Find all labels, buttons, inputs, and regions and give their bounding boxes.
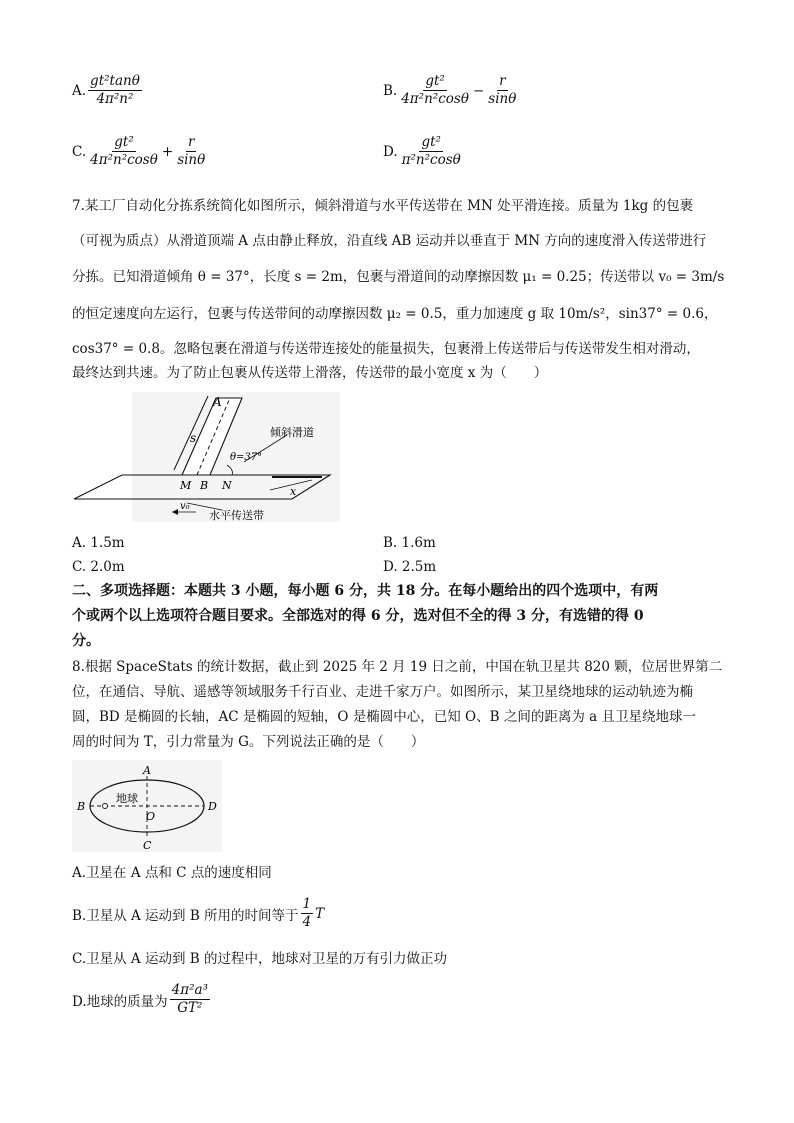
label-theta: θ=37°	[230, 452, 263, 463]
option-text-t: T	[315, 905, 325, 922]
fraction	[88, 135, 160, 168]
operator: +	[161, 143, 174, 160]
label-c: C	[143, 839, 152, 852]
section2-line-3: 分。	[72, 633, 100, 649]
q8-line-1: 8.根据 SpaceStats 的统计数据，截止到 2025 年 2 月 19 日之前，中国在轨卫星共 820 颗，位居世界第二	[72, 659, 723, 675]
label-x: x	[290, 485, 297, 498]
q8-line-2: 位，在通信、导航、遥感等领域服务千行百业、走进千家万户。如图所示，某卫星绕地球的运动轨迹为椭	[72, 684, 693, 700]
q7-line-6: 最终达到共速。为了防止包裹从传送带上滑落，传送带的最小宽度 x 为（ ）	[72, 365, 548, 381]
label-chute: 倾斜滑道	[270, 426, 314, 439]
option-label: A.	[72, 82, 87, 99]
numerator: gt²	[114, 134, 134, 150]
denominator: GT²	[177, 1000, 203, 1016]
section2-line-2: 个或两个以上选项符合题目要求。全部选对的得 6 分，选对但不全的得 3 分，有选错的得 0	[72, 608, 644, 624]
denominator: 4	[302, 914, 312, 930]
label-b: B	[200, 479, 209, 492]
q8-option-b	[72, 897, 324, 930]
q6-option-c	[72, 135, 209, 168]
option-text: D.地球的质量为	[72, 993, 168, 1010]
fraction	[175, 135, 207, 168]
numerator: gt²	[425, 73, 445, 89]
denominator: sinθ	[488, 91, 517, 107]
denominator: sinθ	[177, 152, 206, 168]
denominator: π²n²cosθ	[401, 152, 461, 168]
label-n: N	[222, 479, 232, 492]
section2-line-1: 二、多项选择题：本题共 3 小题，每小题 6 分，共 18 分。在每小题给出的四个选项中，有两	[72, 583, 659, 599]
q7-line-4: 的恒定速度向左运行，包裹与传送带间的动摩擦因数 μ₂ = 0.5，重力加速度 g 取 10m/s²，sin37° = 0.6，	[72, 306, 718, 322]
fraction	[301, 897, 314, 930]
label-a: A	[143, 764, 151, 777]
denominator: 4π²n²	[96, 91, 134, 107]
q7-line-3: 分拣。已知滑道倾角 θ = 37°，长度 s = 2m，包裹与滑道间的动摩擦因数 μ₁ = 0.25；传送带以 v₀ = 3m/s	[72, 269, 725, 285]
numerator: gt²tanθ	[90, 73, 140, 89]
denominator: 4π²n²cosθ	[90, 152, 158, 168]
label-belt: 水平传送带	[209, 509, 264, 522]
q6-option-a	[72, 74, 144, 107]
fraction	[486, 74, 518, 107]
q7-line-2: （可视为质点）从滑道顶端 A 点由静止释放，沿直线 AB 运动并以垂直于 MN 方向的速度滑入传送带进行	[72, 233, 707, 249]
q6-option-b	[383, 74, 520, 107]
q7-line-5: cos37° = 0.8。忽略包裹在滑道与传送带连接处的能量损失，包裹滑上传送带后与传送带发生相对滑动，	[72, 341, 700, 357]
q8-line-3: 圆，BD 是椭圆的长轴，AC 是椭圆的短轴，O 是椭圆中心，已知 O、B 之间的距离为 a 且卫星绕地球一	[72, 709, 696, 725]
q8-figure	[72, 760, 222, 852]
q8-option-c: C.卫星从 A 运动到 B 的过程中，地球对卫星的万有引力做正功	[72, 951, 447, 967]
fraction	[88, 74, 142, 107]
earth-icon	[103, 804, 108, 809]
label-o: O	[146, 810, 156, 823]
option-label: B.	[383, 82, 398, 99]
q6-option-d	[383, 135, 465, 168]
q7-option-d: D. 2.5m	[383, 559, 437, 575]
operator: −	[472, 82, 485, 99]
label-v0: v₀	[180, 501, 190, 512]
q8-option-a: A.卫星在 A 点和 C 点的速度相同	[72, 865, 272, 881]
numerator: gt²	[421, 134, 441, 150]
option-label: C.	[72, 143, 87, 160]
numerator: 4π²a³	[171, 982, 208, 998]
numerator: r	[187, 134, 195, 150]
q7-option-b: B. 1.6m	[383, 535, 436, 551]
label-b: B	[77, 800, 86, 813]
q8-line-4: 周的时间为 T，引力常量为 G。下列说法正确的是（ ）	[72, 734, 425, 750]
label-earth: 地球	[116, 792, 138, 805]
label-a: A	[213, 395, 222, 409]
label-m: M	[180, 479, 192, 492]
q8-option-d	[72, 983, 212, 1016]
option-label: D.	[383, 143, 398, 160]
fraction	[170, 983, 210, 1016]
label-s: s	[190, 431, 197, 445]
q7-option-c: C. 2.0m	[72, 559, 125, 575]
fraction	[399, 74, 471, 107]
q7-figure	[72, 392, 340, 522]
q7-option-a: A. 1.5m	[72, 535, 125, 551]
numerator: r	[499, 73, 506, 89]
option-text: B.卫星从 A 运动到 B 所用的时间等于	[72, 907, 299, 924]
label-d: D	[208, 800, 217, 813]
fraction	[400, 135, 463, 168]
q7-line-1: 7.某工厂自动化分拣系统简化如图所示，倾斜滑道与水平传送带在 MN 处平滑连接。质量为 1kg 的包裹	[72, 198, 694, 214]
numerator: 1	[302, 896, 312, 912]
denominator: 4π²n²cosθ	[401, 91, 469, 107]
